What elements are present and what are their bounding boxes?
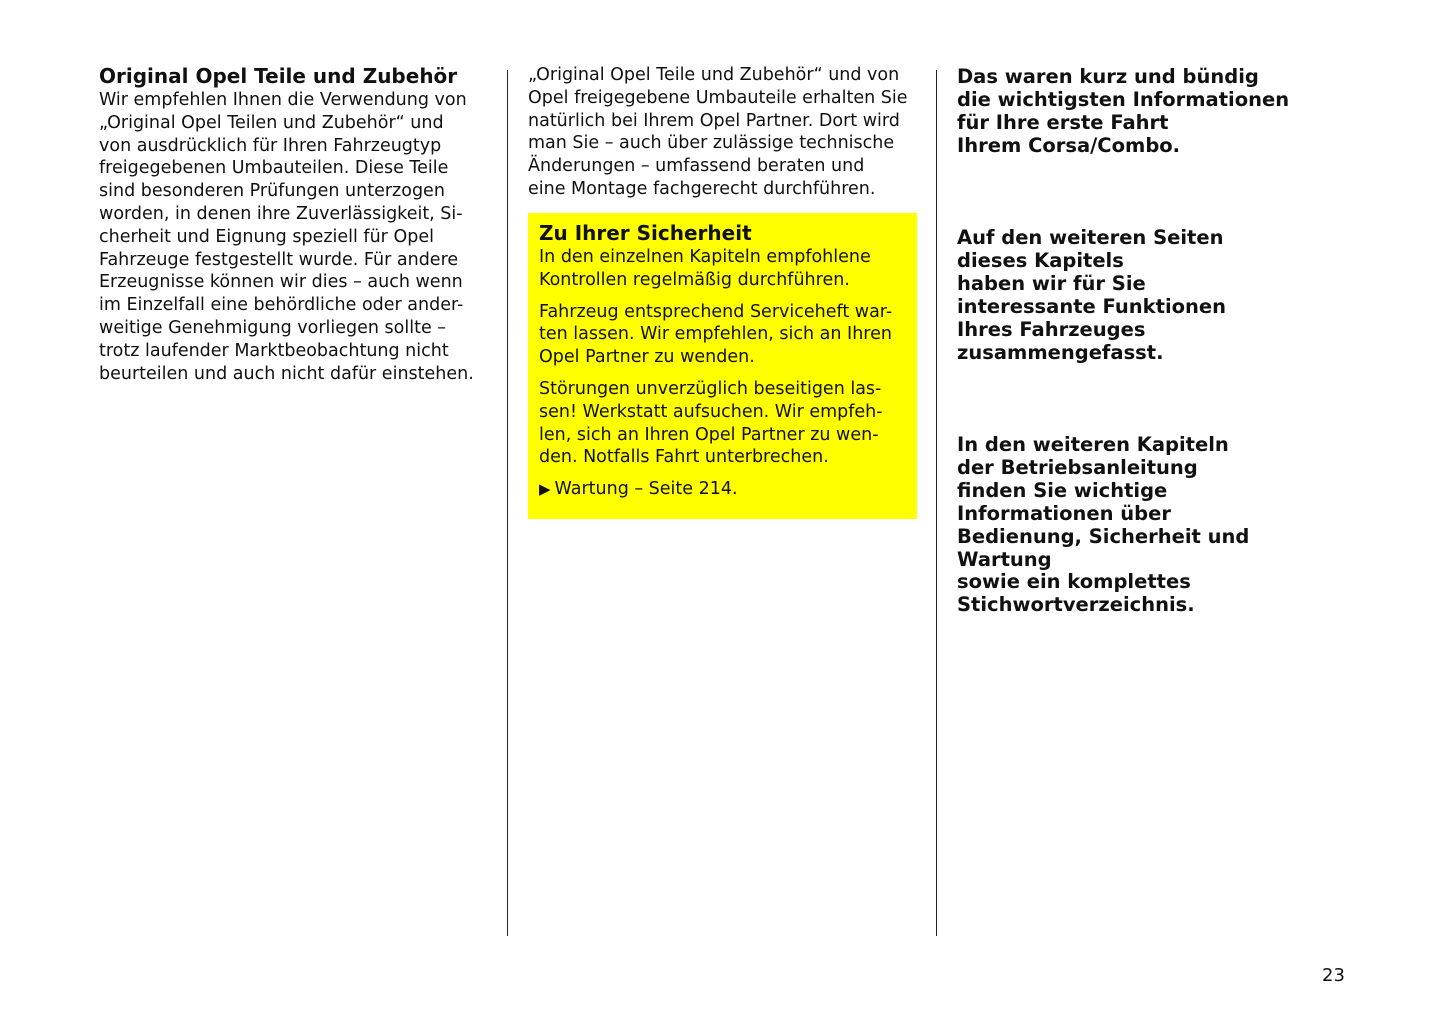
text-line: Bedienung, Sicherheit und xyxy=(957,524,1250,548)
text-line: den. Notfalls Fahrt unterbrechen. xyxy=(539,447,829,468)
text-line: Ihrem Corsa/Combo. xyxy=(957,133,1181,157)
text-line: Das waren kurz und bündig xyxy=(957,65,1259,88)
text-line: zusammengefasst. xyxy=(957,340,1164,364)
text-line: Störungen unverzüglich beseitigen las- xyxy=(539,378,882,399)
text-line: der Betriebsanleitung xyxy=(957,455,1198,479)
summary-block-chapters xyxy=(957,434,1249,617)
text-line: dieses Kapitels xyxy=(957,248,1124,272)
text-line: beurteilen und auch nicht dafür einstehen. xyxy=(99,363,474,384)
text-line: ten lassen. Wir empfehlen, sich an Ihren xyxy=(539,324,892,345)
text-line: Wir empfehlen Ihnen die Verwendung von xyxy=(99,90,467,110)
text-line: Auf den weiteren Seiten xyxy=(957,226,1224,249)
text-line: sind besonderen Prüfungen unterzogen xyxy=(99,181,445,202)
column-original-parts xyxy=(99,64,491,385)
text-line: cherheit und Eignung speziell für Opel xyxy=(99,226,434,247)
maintenance-page-reference[interactable] xyxy=(539,478,907,501)
summary-block-functions xyxy=(957,227,1226,364)
page-reference-text: Wartung – Seite 214. xyxy=(554,479,738,500)
safety-notice-box xyxy=(528,213,917,519)
safety-paragraph xyxy=(539,378,907,469)
page-number: 23 xyxy=(1322,965,1345,986)
text-line: von ausdrücklich für Ihren Fahrzeugtyp xyxy=(99,135,442,156)
text-line: weitige Genehmigung vorliegen sollte – xyxy=(99,317,447,338)
text-line: len, sich an Ihren Opel Partner zu wen- xyxy=(539,424,879,445)
text-line: sowie ein komplettes xyxy=(957,570,1191,594)
summary-block-first-drive xyxy=(957,66,1289,158)
column-divider xyxy=(936,70,937,936)
safety-paragraph xyxy=(539,246,907,292)
text-line: trotz laufender Marktbeobachtung nicht xyxy=(99,340,449,361)
text-line: In den weiteren Kapiteln xyxy=(957,433,1229,456)
column-divider xyxy=(507,70,508,936)
text-line: sen! Werkstatt aufsuchen. Wir empfeh- xyxy=(539,401,883,422)
section-body xyxy=(99,89,491,385)
text-line: worden, in denen ihre Zuverlässigkeit, Si- xyxy=(99,203,463,224)
text-line: natürlich bei Ihrem Opel Partner. Dort wird xyxy=(528,110,900,131)
text-line: finden Sie wichtige xyxy=(957,478,1168,502)
text-line: im Einzelfall eine behördliche oder ander- xyxy=(99,295,464,316)
text-line: freigegebenen Umbauteilen. Diese Teile xyxy=(99,158,449,179)
triangle-arrow-icon: ▶ xyxy=(539,480,551,499)
text-line: man Sie – auch über zulässige technische xyxy=(528,133,895,154)
safety-paragraph xyxy=(539,301,907,369)
safety-heading: Zu Ihrer Sicherheit xyxy=(539,221,752,245)
text-line: „Original Opel Teilen und Zubehör“ und xyxy=(99,112,444,133)
text-line: Kontrollen regelmäßig durchführen. xyxy=(539,269,850,290)
text-line: Stichwortverzeichnis. xyxy=(957,593,1195,617)
section-heading: Original Opel Teile und Zubehör xyxy=(99,64,458,88)
text-line: Opel Partner zu wenden. xyxy=(539,347,755,368)
text-line: Wartung xyxy=(957,547,1052,571)
partner-paragraph xyxy=(528,64,920,201)
text-line: für Ihre erste Fahrt xyxy=(957,110,1169,134)
text-line: Erzeugnisse können wir dies – auch wenn xyxy=(99,272,463,293)
text-line: In den einzelnen Kapiteln empfohlene xyxy=(539,247,871,267)
column-partner-info xyxy=(528,64,920,201)
text-line: Ihres Fahrzeuges xyxy=(957,317,1146,341)
text-line: Änderungen – umfassend beraten und xyxy=(528,156,865,177)
text-line: Opel freigegebene Umbauteile erhalten Sie xyxy=(528,87,908,108)
text-line: Fahrzeug entsprechend Serviceheft war- xyxy=(539,301,893,322)
text-line: haben wir für Sie xyxy=(957,271,1146,295)
text-line: interessante Funktionen xyxy=(957,294,1227,318)
text-line: eine Montage fachgerecht durchführen. xyxy=(528,178,876,199)
text-line: „Original Opel Teile und Zubehör“ und von xyxy=(528,65,900,85)
text-line: die wichtigsten Informationen xyxy=(957,87,1290,111)
text-line: Informationen über xyxy=(957,501,1171,525)
text-line: Fahrzeuge festgestellt wurde. Für andere xyxy=(99,249,459,270)
